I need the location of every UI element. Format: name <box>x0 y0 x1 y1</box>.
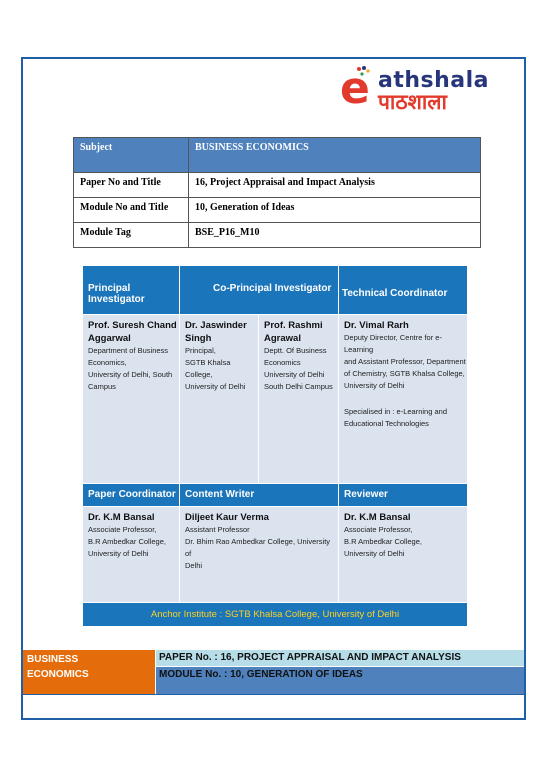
info-label: Module No and Title <box>74 198 189 223</box>
anchor-institute: Anchor Institute : SGTB Khalsa College, University of Delhi <box>83 603 467 626</box>
tc-cell <box>339 315 467 483</box>
tc-line: and Assistant Professor, Department <box>344 357 466 366</box>
cw-line: Dr. Bhim Rao Ambedkar College, University of <box>185 537 331 558</box>
copi1-cell <box>180 315 258 483</box>
info-label: Module Tag <box>74 223 189 248</box>
info-label: Paper No and Title <box>74 173 189 198</box>
copi1-line: Principal, <box>185 346 216 355</box>
info-row-module <box>74 198 481 223</box>
tc-name: Dr. Vimal Rarh <box>344 320 409 331</box>
rv-line: Associate Professor, <box>344 525 413 534</box>
cw-cell <box>180 507 338 602</box>
pc-name: Dr. K.M Bansal <box>88 512 155 523</box>
tc-line: University of Delhi <box>344 381 405 390</box>
pi-cell <box>83 315 179 483</box>
info-value: 16, Project Appraisal and Impact Analysis <box>189 173 481 198</box>
pc-line: B.R Ambedkar College, <box>88 537 166 546</box>
copi2-cell <box>259 315 338 483</box>
info-value: 10, Generation of Ideas <box>189 198 481 223</box>
module-info-table <box>73 137 481 248</box>
copi2-line: University of Delhi <box>264 370 325 379</box>
footer-subject <box>23 650 155 694</box>
header-content-writer: Content Writer <box>180 484 338 506</box>
info-value: BSE_P16_M10 <box>189 223 481 248</box>
epathshala-logo <box>340 63 520 116</box>
footer-divider <box>23 694 524 695</box>
header-reviewer: Reviewer <box>339 484 467 506</box>
tc-line: Educational Technologies <box>344 419 429 428</box>
cw-name: Diljeet Kaur Verma <box>185 512 269 523</box>
footer-paper: PAPER No. : 16, PROJECT APPRAISAL AND IMPACT ANALYSIS <box>156 650 524 666</box>
info-value: BUSINESS ECONOMICS <box>189 138 481 173</box>
team-panel <box>83 266 467 626</box>
logo-text-hindi: पाठशाला <box>378 90 447 114</box>
footer-subject-line: BUSINESS <box>27 654 79 665</box>
footer-module: MODULE No. : 10, GENERATION OF IDEAS <box>156 667 524 694</box>
pc-cell <box>83 507 179 602</box>
tc-line <box>344 392 467 406</box>
info-row-tag <box>74 223 481 248</box>
tc-line: Specialised in : e-Learning and <box>344 407 447 416</box>
header-technical-coordinator: Technical Coordinator <box>339 266 467 314</box>
copi2-line: Economics <box>264 358 301 367</box>
rv-cell <box>339 507 467 602</box>
info-row-subject <box>74 138 481 173</box>
copi1-line: University of Delhi <box>185 382 246 391</box>
logo-text-english: athshala <box>378 68 490 93</box>
tc-line: Deputy Director, Centre for e- <box>344 333 442 342</box>
header-paper-coordinator: Paper Coordinator <box>83 484 179 506</box>
info-label: Subject <box>74 138 189 173</box>
rv-name: Dr. K.M Bansal <box>344 512 411 523</box>
copi1-name: Dr. Jaswinder Singh <box>185 320 247 344</box>
tc-line: of Chemistry, SGTB Khalsa College, <box>344 369 465 378</box>
copi1-line: SGTB Khalsa College, <box>185 358 231 379</box>
rv-line: University of Delhi <box>344 549 405 558</box>
cw-line: Delhi <box>185 561 203 570</box>
copi2-line: Deptt. Of Business <box>264 346 327 355</box>
pc-line: Associate Professor, <box>88 525 157 534</box>
pi-line: University of Delhi, South <box>88 370 173 379</box>
copi2-name: Prof. Rashmi Agrawal <box>264 320 323 344</box>
pi-line: Economics, <box>88 358 127 367</box>
cw-line: Assistant Professor <box>185 525 250 534</box>
tc-line: Learning <box>344 345 374 354</box>
pi-name: Prof. Suresh Chand Aggarwal <box>88 320 177 344</box>
info-row-paper <box>74 173 481 198</box>
pi-line: Campus <box>88 382 116 391</box>
header-principal-investigator: Principal Investigator <box>83 266 179 314</box>
copi2-line: South Delhi Campus <box>264 382 333 391</box>
header-co-principal-investigator: Co-Principal Investigator <box>180 266 338 314</box>
rv-line: B.R Ambedkar College, <box>344 537 422 546</box>
logo-e-letter: e <box>340 63 370 114</box>
page-footer <box>23 650 524 694</box>
footer-subject-line: ECONOMICS <box>27 669 89 680</box>
pc-line: University of Delhi <box>88 549 149 558</box>
pi-line: Department of Business <box>88 346 169 355</box>
